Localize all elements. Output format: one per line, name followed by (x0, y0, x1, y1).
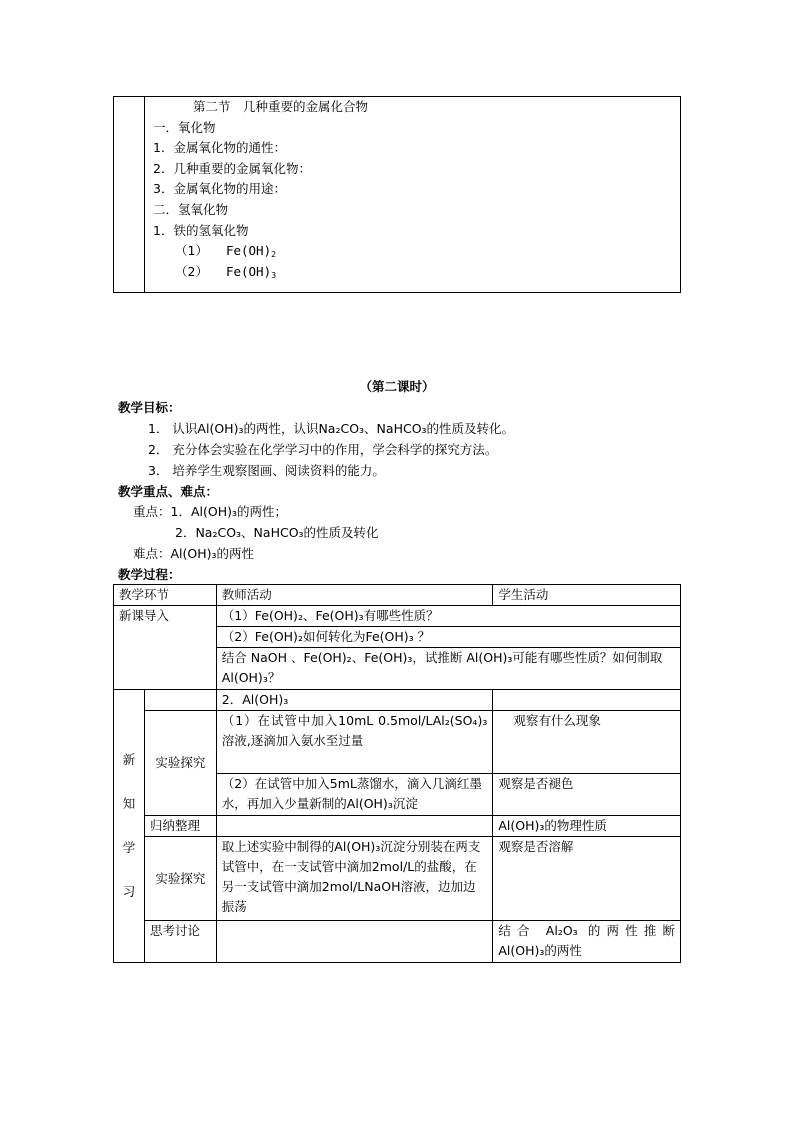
discussion-student: 结合 Al₂O₃ 的两性推断 Al(OH)₃的两性 (493, 921, 681, 963)
board-section-hydroxides: 二．氢氧化物 (153, 201, 229, 217)
board-subitem-1-formula: Fe(OH) (225, 243, 272, 259)
new-learning-char-4: 习 (122, 884, 136, 899)
board-section-oxides: 一．氧化物 (153, 119, 216, 135)
new-learning-char-3: 学 (122, 840, 136, 855)
stage-new-learning (114, 690, 145, 963)
student-blank (493, 690, 681, 711)
table-row (114, 606, 681, 627)
table-row (114, 921, 681, 963)
table-row (114, 816, 681, 837)
board-subitem-2-subscript: 3 (271, 270, 277, 280)
process-table (113, 584, 681, 963)
board-subitem-1 (153, 241, 674, 262)
summary-teacher-blank (216, 816, 493, 837)
board-subitem-2-formula: Fe(OH) (225, 263, 272, 279)
experiment-3-teacher: 取上述实验中制得的Al(OH)₃沉淀分别装在两支试管中，在一支试管中滴加2mol/L的盐酸，在另一支试管中滴加2mol/LNaOH溶液，边加边振荡 (216, 837, 493, 921)
header-stage: 教学环节 (114, 585, 217, 606)
intro-question-2: （2）Fe(OH)₂如何转化为Fe(OH)₃ ？ (216, 627, 680, 648)
table-row (114, 837, 681, 921)
new-learning-char-1: 新 (122, 752, 136, 767)
al-hydroxide-title: 2．Al(OH)₃ (216, 690, 493, 711)
stage-summary: 归纳整理 (144, 816, 216, 837)
board-item-4: 1．铁的氢氧化物 (153, 222, 249, 238)
board-item-2: 2．几种重要的金属氧化物： (153, 160, 311, 176)
experiment-2-student: 观察是否褪色 (493, 774, 681, 816)
objective-2: 2． 充分体会实验在化学学习中的作用，学会科学的探究方法。 (148, 442, 498, 457)
discussion-teacher-blank (216, 921, 493, 963)
summary-student: Al(OH)₃的物理性质 (493, 816, 681, 837)
header-teacher: 教师活动 (216, 585, 493, 606)
process-heading: 教学过程： (118, 567, 181, 582)
board-item-1: 1．金属氧化物的通性： (153, 140, 286, 156)
key-point-2: 2．Na₂CO₃、NaHCO₃的性质及转化 (175, 525, 379, 540)
stage-blank (144, 690, 216, 711)
board-summary-table (113, 96, 681, 293)
board-subitem-1-subscript: 2 (271, 250, 277, 260)
objective-3: 3． 培养学生观察图画、阅读资料的能力。 (148, 463, 385, 478)
experiment-3-student: 观察是否溶解 (493, 837, 681, 921)
board-item-3: 3．金属氧化物的用途： (153, 181, 286, 197)
stage-experiment-2: 实验探究 (144, 837, 216, 921)
period-title: （第二课时） (359, 379, 435, 394)
board-side-cell (114, 97, 145, 293)
board-subitem-2 (153, 262, 674, 283)
new-learning-char-2: 知 (122, 796, 136, 811)
table-row (114, 690, 681, 711)
key-point-1: 重点：1．Al(OH)₃的两性； (133, 504, 287, 519)
stage-intro: 新课导入 (114, 606, 217, 690)
difficulty-point: 难点：Al(OH)₃的两性 (133, 546, 255, 561)
board-content-cell (145, 97, 681, 293)
experiment-2-teacher: （2）在试管中加入5mL蒸馏水，滴入几滴红墨水，再加入少量新制的Al(OH)₃沉淀 (216, 774, 493, 816)
stage-discussion: 思考讨论 (144, 921, 216, 963)
board-title: 第二节 几种重要的金属化合物 (193, 99, 369, 114)
header-student: 学生活动 (493, 585, 681, 606)
board-subitem-1-num: （1） (175, 243, 208, 259)
table-row (114, 711, 681, 774)
intro-question-3: 结合 NaOH 、Fe(OH)₂、Fe(OH)₃，试推断 Al(OH)₃可能有哪些性质？如何制取 Al(OH)₃？ (216, 648, 680, 690)
board-subitem-2-num: （2） (175, 263, 208, 279)
experiment-1-student: 观察有什么现象 (493, 711, 681, 774)
experiment-1-teacher: （1）在试管中加入10mL 0.5mol/LAl₂(SO₄)₃溶液,逐滴加入氨水至过量 (216, 711, 493, 774)
key-points-heading: 教学重点、难点： (118, 484, 219, 499)
intro-question-1: （1）Fe(OH)₂、Fe(OH)₃有哪些性质？ (216, 606, 680, 627)
objectives-heading: 教学目标： (118, 400, 181, 415)
objective-1: 1． 认识Al(OH)₃的两性，认识Na₂CO₃、NaHCO₃的性质及转化。 (148, 421, 515, 436)
stage-experiment-1: 实验探究 (144, 711, 216, 816)
table-header-row (114, 585, 681, 606)
